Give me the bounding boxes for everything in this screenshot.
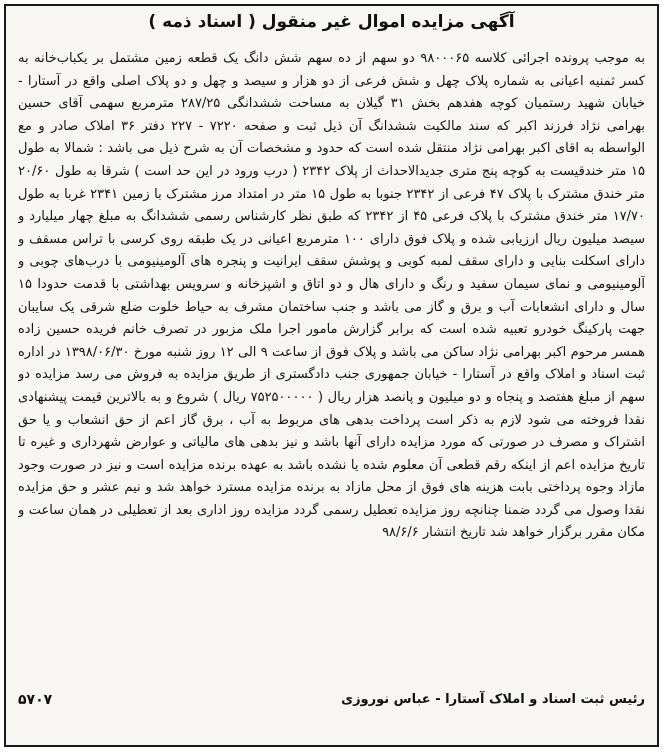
notice-title: آگهی مزایده اموال غیر منقول ( اسناد ذمه ): [148, 12, 515, 32]
notice-footer: [18, 692, 645, 718]
notice-code: ۵۷۰۷: [18, 692, 53, 708]
notice-body: به موجب پرونده اجرائی کلاسه ۹۸۰۰۰۶۵ دو سهم از ده سهم شش دانگ یک قطعه زمین مشتمل بر یکباب‌خانه به کسر ثمنیه اعیانی به شماره پلاک چهل و شش فرعی از دو هزار و سیصد و چهل و دو پلاک اصلی واقع در آستارا - خیابان شهید رستمیان کوچه هفدهم بخش ۳۱ گیلان به مساحت ششدانگی ۲۸۷/۲۵ مترمربع سهمی آقای حسین بهرامی نژاد فرزند اکبر که سند مالکیت ششدانگ آن ذیل ثبت و صفحه ۷۲۲۰ - ۲۲۷ دفتر ۳۶ املاک صادر و مع الواسطه به اقای اکبر بهرامی نژاد منتقل شده است که حدود و مشخصات آن به شرح ذیل می باشد : شمالا به طول ۱۵ متر خندقیست به کوچه پنج متری جدیدالاحداث از پلاک ۲۳۴۲ ( درب ورود در این حد است ) شرقا به طول ۲۰/۶۰ متر خندق مشترک با پلاک ۴۷ فرعی از ۲۳۴۲ جنوبا به طول ۱۵ متر در امتداد مرز مشترک با زمین ۲۳۴۱ غربا به طول ۱۷/۷۰ متر خندق مشترک با پلاک فرعی ۴۵ از ۲۳۴۲ که طبق نظر کارشناس رسمی ششدانگ به مبلغ چهار میلیارد و سیصد میلیون ریال ارزیابی شده و پلاک فوق دارای ۱۰۰ مترمربع اعیانی در یک طبقه روی کرسی با تراس مسقف و دارای اسکلت بنایی و دارای سقف لمبه کوبی و پوشش سقف ایرانیت و پنجره های آلومینیومی با درب‌های چوبی و آلومینیومی و نمای سیمان سفید و رنگ و دارای هال و دو اتاق و اشپزخانه و سرویس بهداشتی با قدمت حدودا ۱۵ سال و دارای انشعابات آب و برق و گاز می باشد و جنب ساختمان مشرف به حیاط خلوت ضلع شرقی یک سایبان جهت پارکینگ خودرو تعبیه شده است که برابر گزارش مامور اجرا ملک مزبور در تصرف خانم فریده حسین زاده همسر مرحوم اکبر بهرامی نژاد ساکن می باشد و پلاک فوق از ساعت ۹ الی ۱۲ روز شنبه مورخ ۱۳۹۸/۰۶/۳۰ در اداره ثبت اسناد و املاک واقع در آستارا - خیابان جمهوری جنب دادگستری از طریق مزایده به فروش می رسد مزایده دو سهم از مبلغ هفتصد و پنجاه و دو میلیون و پانصد هزار ریال ( ۷۵۲۵۰۰۰۰۰ ریال ) شروع و به بالاترین قیمت پیشنهادی نقدا فروخته می شود لازم به ذکر است پرداخت بدهی های مربوط به آب ، برق گاز اعم از حق انشعاب و یا حق اشتراک و مصرف در صورتی که مورد مزایده دارای آنها باشد و نیز بدهی های مالیاتی و عوارض شهرداری و غیره تا تاریخ مزایده اعم از اینکه رقم قطعی آن معلوم شده یا نشده باشد به عهده برنده مزایده است و نیز در صورت وجود مازاد وجوه پرداختی بابت هزینه های فوق از محل مازاد به برنده مزایده مسترد خواهد شد و نیم عشر و حق مزایده نقدا وصول می گردد ضمنا چنانچه روز مزایده تعطیل رسمی گردد مزایده روز اداری بعد از تعطیلی در همان ساعت و مکان مقرر برگزار خواهد شد تاریخ انتشار ۹۸/۶/۶: [18, 51, 645, 541]
signature-line: رئیس ثبت اسناد و املاک آستارا - عباس نوروزی: [341, 692, 645, 707]
notice-clipping: [4, 4, 659, 747]
